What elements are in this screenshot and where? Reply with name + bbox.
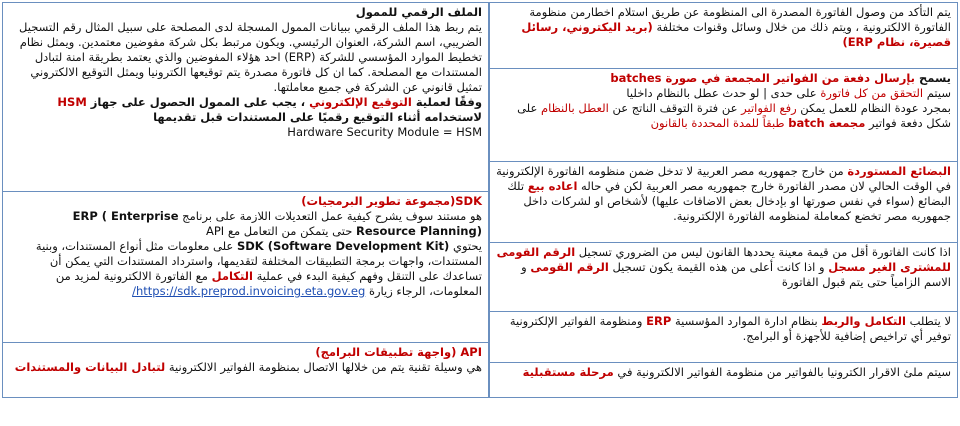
batches-highlight-2: batches — [610, 71, 662, 85]
batches-text-3: على حدى | لو حدث عطل بالنظام داخليا — [626, 86, 817, 100]
national-id-section — [490, 243, 957, 312]
batches-highlight-7: طبقاً للمدة المحددة بالقانون — [650, 116, 785, 130]
batches-highlight-6: مجمعة batch — [788, 116, 866, 130]
future-phase-highlight: مرحلة مستقبلية — [522, 365, 614, 379]
integration-link-highlight: التكامل والربط — [821, 314, 906, 328]
national-id-highlight-1: الرقم القومى — [496, 245, 576, 259]
sdk-title: SDK(مجموعة تطوير البرمجيات) — [301, 194, 482, 208]
notification-paragraph — [496, 5, 951, 50]
esign-text-3: لاستخدامه أثناء التوقيع رقميًا على المستندات قبل تقديمها — [153, 110, 482, 124]
batches-line-2 — [496, 86, 951, 101]
tax-return-text: سيتم ملئ الاقرار الكترونيا بالفواتير من منظومة الفواتير الالكترونية في — [617, 365, 951, 379]
batches-text-1: يسمح — [918, 71, 951, 85]
erp-term: ERP ( Enterprise Resource Planning) — [72, 209, 482, 238]
esign-paragraph — [9, 95, 482, 125]
national-id-text-2: و اذا كانت أعلى من هذه القيمة يكون تسجيل — [612, 260, 825, 274]
integration-section — [490, 312, 957, 363]
integration-text-1: لا يتطلب — [909, 314, 951, 328]
digital-seal-section — [3, 3, 488, 192]
unregistered-buyer-highlight: للمشترى الغير مسجل — [828, 260, 951, 274]
esign-text-1: وفقًا لعملية — [415, 95, 482, 109]
sdk-link[interactable]: https://sdk.preprod.invoicing.eta.gov.eg/ — [132, 284, 366, 298]
sdk-text-1: هو مستند سوف يشرح كيفية عمل التعديلات اللازمة على برنامج — [182, 209, 482, 223]
api-highlight: لتبادل البيانات والمستندات — [14, 360, 166, 374]
tax-return-paragraph — [496, 365, 951, 380]
sdk-text-4: على معلومات مثل أنواع المستندات، وبنية المستندات، واجهات برمجة التطبيقات المختلفة لتقديمها، واسترداد المستندات التي يمكن أن تساعدك على التنقل وفهم كيفية البدء في عملية — [35, 239, 482, 283]
integration-highlight: التكامل — [211, 269, 253, 283]
imported-goods-highlight: البضائع المستوردة — [847, 164, 951, 178]
batches-line-1 — [496, 71, 951, 86]
api-title: API (واجهة تطبيقات البرامج) — [315, 345, 482, 359]
resale-highlight: اعاده بيع — [527, 179, 578, 193]
api-text-1: هي وسيلة تقنية يتم من خلالها الاتصال بمنظومة الفواتير الالكترونية — [168, 360, 482, 374]
imported-goods-section — [490, 162, 957, 243]
erp-highlight: ERP — [646, 314, 672, 328]
national-id-paragraph — [496, 245, 951, 290]
integration-text-2: بنظام ادارة الموارد المؤسسية — [674, 314, 818, 328]
digital-seal-paragraph: يتم ربط هذا الملف الرقمي ببيانات الممول المسجلة لدى المصلحة على سبيل المثال رقم التسجيل الضريبي، اسم الشركة، العنوان الرئيسي. ويكون مرتبط بكل شركة مفوضين معتمدين. ويمثل نظام تخطيط الموارد المؤسسي للشركة (ERP) احد هؤلاء المفوضين والذي يعتمد بطريقة امنة لتبادل المستندات مع المصلحة. كما ان كل فاتورة مصدرة يتم توقيعها الكترونيا ويمثل التوقيع الالكتروني تمثيل قانوني عن الشركة في جميع معاملتها. — [19, 20, 482, 94]
tax-return-section — [490, 363, 957, 426]
sdk-text-5: مع الفاتورة الالكترونية لمزيد من المعلومات، الرجاء زيارة — [55, 269, 482, 298]
imported-goods-text-2: تلك البضائع (سواء في نفس صورتها او بإدخال بعض الاضافات عليها) لأشخاص او لشركات داخل جمهوريه مصر تخضع كمعاملة لمنظومه الفاتورة الإلكترونية. — [507, 179, 951, 223]
batches-text-5: عن فترة التوقف الناتج عن — [612, 101, 738, 115]
sdk-text-2: حتى يتمكن من التعامل مع API — [205, 224, 353, 238]
sdk-paragraph-1 — [9, 209, 482, 239]
hsm-highlight: HSM — [57, 95, 87, 109]
batches-line-3 — [496, 101, 951, 131]
batches-highlight-1: بإرسال دفعة من الفواتير المجمعة في صورة — [665, 71, 915, 85]
batches-highlight-3: التحقق من كل فاتورة — [820, 86, 924, 100]
batches-text-4: بمجرد عودة النظام للعمل يمكن — [800, 101, 951, 115]
sdk-term: SDK (Software Development Kit) — [236, 239, 450, 253]
right-column — [490, 3, 957, 397]
hsm-definition: Hardware Security Module = HSM — [287, 125, 482, 139]
batches-highlight-5: العطل بالنظام — [541, 101, 609, 115]
digital-seal-title: الملف الرقمي للممول — [355, 5, 482, 19]
esign-text-2: ، يجب على الممول الحصول على جهاز — [90, 95, 306, 109]
notification-section — [490, 3, 957, 69]
batches-text-2: سيتم — [926, 86, 951, 100]
sdk-paragraph-2 — [9, 239, 482, 299]
notification-text: يتم التأكد من وصول الفاتورة المصدرة الى المنظومة عن طريق استلام اخطارمن منظومة الفاتورة الالكترونية ، ويتم ذلك من خلال وسائل وقنوات مختلفة — [529, 5, 951, 34]
imported-goods-paragraph — [496, 164, 951, 224]
national-id-text-3: و الاسم الزامياً حتى يتم قبول الفاتورة — [521, 260, 951, 289]
sdk-text-3: يحتوي — [452, 239, 482, 253]
esign-highlight: التوقيع الإلكتروني — [309, 95, 412, 109]
batches-text-6: على شكل دفعة فواتير — [517, 101, 951, 130]
document-page — [2, 2, 958, 398]
batches-section — [490, 69, 957, 162]
notification-channels: (بريد اليكتروني، رسائل قصيرة، نظام ERP) — [521, 20, 951, 49]
left-column — [3, 3, 490, 397]
batches-highlight-4: رفع الفواتير — [741, 101, 797, 115]
imported-goods-text-1: من خارج جمهوريه مصر العربية لا تدخل ضمن منظومه الفاتورة الإلكترونية في الوقت الحالي لان مصدر الفاتورة خارج جمهوريه مصر العربية لكن في حاله — [496, 164, 951, 193]
integration-paragraph — [496, 314, 951, 344]
api-section — [3, 343, 488, 411]
integration-text-3: ومنظومة الفواتير الإلكترونية توفير أي تراخيص إضافية للأجهزة أو البرامج. — [509, 314, 951, 343]
api-paragraph — [9, 360, 482, 375]
sdk-section — [3, 192, 488, 343]
national-id-text-1: اذا كانت الفاتورة أقل من قيمة معينة يحددها القانون ليس من الضروري تسجيل — [578, 245, 951, 259]
national-id-highlight-2: الرقم القومى — [530, 260, 609, 274]
